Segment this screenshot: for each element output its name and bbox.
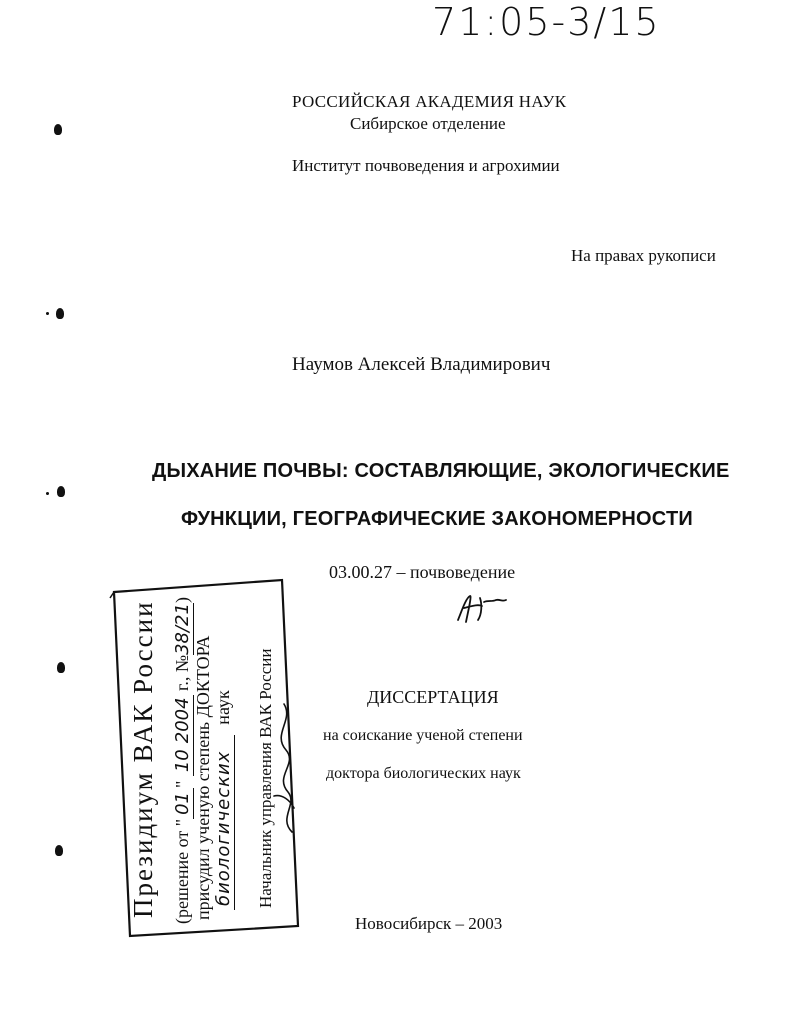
academy-name: РОССИЙСКАЯ АКАДЕМИЯ НАУК <box>292 92 567 111</box>
punch-mark <box>56 308 64 319</box>
punch-mark-small <box>46 312 49 315</box>
city-year: Новосибирск – 2003 <box>355 914 503 933</box>
dissertation-type: ДИССЕРТАЦИЯ <box>367 687 499 707</box>
punch-mark <box>54 124 62 135</box>
stamp-decision-number: 38/21 <box>172 603 193 655</box>
stamp-line-awarded: присудил ученую степень ДОКТОРА <box>193 635 213 920</box>
degree-line-1: на соискание ученой степени <box>323 727 523 744</box>
stamp-decision-month: 10 <box>172 745 194 776</box>
stamp-field-handwritten: биологических <box>213 735 235 910</box>
stamp-decision-prefix: (решение от " <box>172 818 192 924</box>
stamp-decision-day: 01 <box>172 788 194 819</box>
stamp-line-field <box>213 690 234 910</box>
rights-note: На правах рукописи <box>571 246 716 265</box>
stamp-line-presidium: Президиум ВАК России <box>128 600 158 918</box>
specialty: 03.00.27 – почвоведение <box>329 562 516 582</box>
title-line-2: ФУНКЦИИ, ГЕОГРАФИЧЕСКИЕ ЗАКОНОМЕРНОСТИ <box>181 508 693 530</box>
title-line-1: ДЫХАНИЕ ПОЧВЫ: СОСТАВЛЯЮЩИЕ, ЭКОЛОГИЧЕСКИЕ <box>152 460 730 482</box>
stamp-signature-icon <box>264 700 304 850</box>
stamp-decision-end: ) <box>172 597 192 604</box>
punch-mark <box>57 486 65 497</box>
degree-line-2: доктора биологических наук <box>326 765 521 782</box>
institute-name: Институт почвоведения и агрохимии <box>292 156 560 175</box>
stamp-line-head: Начальник управления ВАК России <box>256 648 275 908</box>
author-name: Наумов Алексей Владимирович <box>292 354 551 375</box>
stamp-decision-mid: " <box>172 776 192 789</box>
punch-mark-small <box>46 492 49 495</box>
stamp-decision-year: 2004 <box>172 697 193 744</box>
signature-icon <box>452 590 512 630</box>
branch-name: Сибирское отделение <box>350 114 506 133</box>
stamp-line-decision <box>172 597 193 924</box>
punch-mark <box>55 845 63 856</box>
punch-mark <box>57 662 65 673</box>
stamp-field-suffix: наук <box>213 690 233 725</box>
stamp-decision-suffix: г., № <box>172 654 192 696</box>
archive-number: 71:05-3/15 <box>432 0 661 44</box>
